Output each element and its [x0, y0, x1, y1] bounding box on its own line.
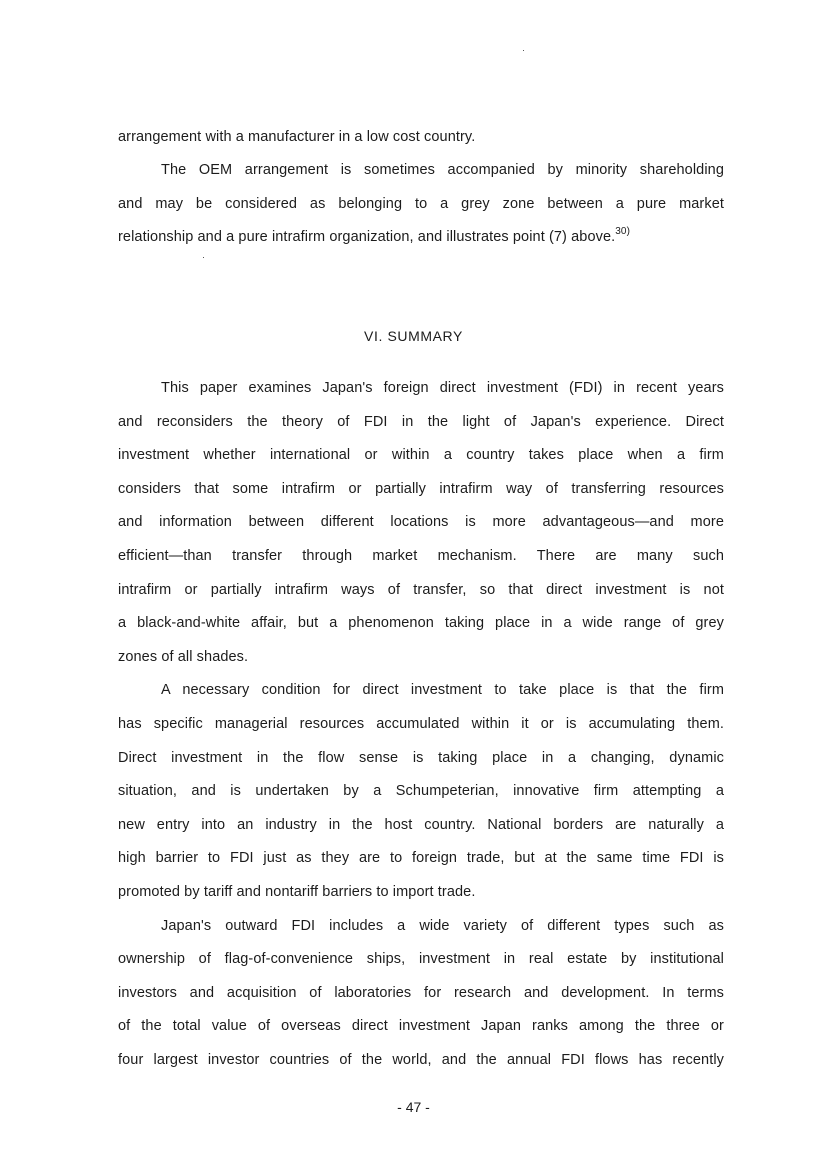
text-line: a black-and-white affair, but a phenomenon taking place in a wide range of grey — [118, 615, 724, 631]
text-line: situation, and is undertaken by a Schumpeterian, innovative firm attempting a — [118, 783, 724, 799]
text-line: Japan's outward FDI includes a wide variety of different types such as — [161, 918, 724, 934]
text-line: ownership of flag-of-convenience ships, investment in real estate by institutional — [118, 951, 724, 967]
text-line: relationship and a pure intrafirm organization, and illustrates point (7) above. — [118, 229, 616, 245]
text-line: efficient—than transfer through market mechanism. There are many such — [118, 548, 724, 564]
text-line: new entry into an industry in the host country. National borders are naturally a — [118, 817, 724, 833]
text-line: four largest investor countries of the world, and the annual FDI flows has recently — [118, 1052, 724, 1068]
text-line: investors and acquisition of laboratories for research and development. In terms — [118, 985, 724, 1001]
text-line: A necessary condition for direct investment to take place is that the firm — [161, 682, 724, 698]
text-line: investment whether international or within a country takes place when a firm — [118, 447, 724, 463]
text-line: and information between different locations is more advantageous—and more — [118, 514, 724, 530]
footnote-marker: 30) — [615, 226, 631, 237]
page-number: - 47 - — [397, 1099, 430, 1115]
scan-speck — [203, 257, 204, 258]
text-line: high barrier to FDI just as they are to foreign trade, but at the same time FDI is — [118, 850, 724, 866]
text-line: and reconsiders the theory of FDI in the light of Japan's experience. Direct — [118, 414, 724, 430]
text-line: promoted by tariff and nontariff barriers to import trade. — [118, 884, 476, 900]
text-line-with-footnote — [118, 228, 724, 246]
text-line: of the total value of overseas direct investment Japan ranks among the three or — [118, 1018, 724, 1034]
text-line: and may be considered as belonging to a grey zone between a pure market — [118, 196, 724, 212]
scan-speck — [523, 50, 524, 51]
text-line: Direct investment in the flow sense is taking place in a changing, dynamic — [118, 750, 724, 766]
text-line: arrangement with a manufacturer in a low cost country. — [118, 129, 476, 145]
text-line: intrafirm or partially intrafirm ways of transfer, so that direct investment is not — [118, 582, 724, 598]
text-line: This paper examines Japan's foreign direct investment (FDI) in recent years — [161, 380, 724, 396]
text-line: zones of all shades. — [118, 649, 249, 665]
text-line: has specific managerial resources accumulated within it or is accumulating them. — [118, 716, 724, 732]
section-heading: VI. SUMMARY — [364, 328, 463, 344]
text-line: considers that some intrafirm or partially intrafirm way of transferring resources — [118, 481, 724, 497]
text-line: The OEM arrangement is sometimes accompanied by minority shareholding — [161, 162, 724, 178]
